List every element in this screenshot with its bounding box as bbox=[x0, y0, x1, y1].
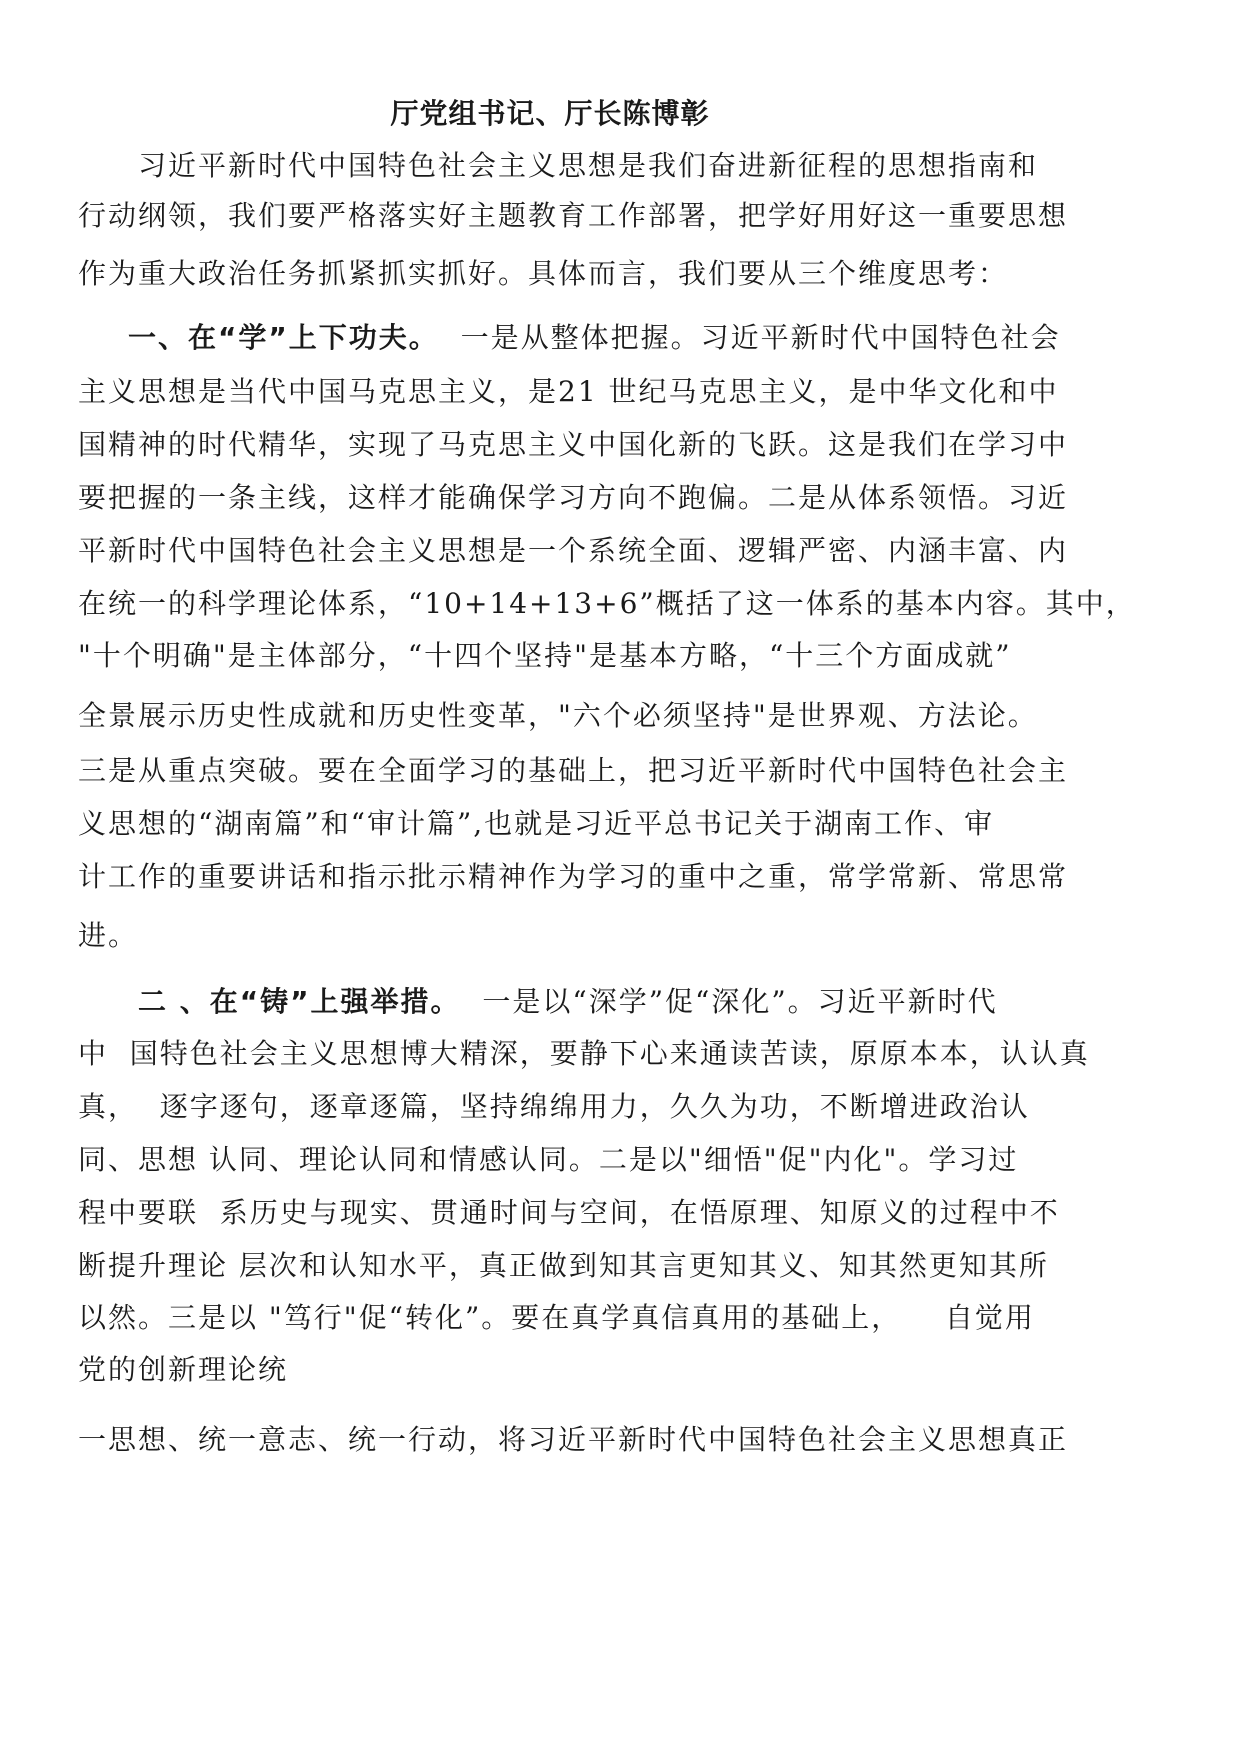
body-line: 行动纲领，我们要严格落实好主题教育工作部署，把学好用好这一重要思想 bbox=[78, 199, 1069, 232]
body-line: 要把握的一条主线，这样才能确保学习方向不跑偏。二是从体系领悟。习近 bbox=[78, 481, 1069, 514]
body-line: 一思想、统一意志、统一行动，将习近平新时代中国特色社会主义思想真正 bbox=[78, 1423, 1069, 1456]
body-line: 党的创新理论统 bbox=[78, 1353, 289, 1386]
body-text: 一是从整体把握。习近平新时代中国特色社会 bbox=[460, 321, 1061, 354]
body-line: 断提升理论 层次和认知水平，真正做到知其言更知其义、知其然更知其所 bbox=[78, 1249, 1049, 1282]
body-line: 三是从重点突破。要在全面学习的基础上，把习近平新时代中国特色社会主 bbox=[78, 754, 1069, 787]
body-line: 同、思想 认同、理论认同和情感认同。二是以"细悟"促"内化"。学习过 bbox=[78, 1143, 1019, 1176]
body-line: 作为重大政治任务抓紧抓实抓好。具体而言，我们要从三个维度思考： bbox=[78, 257, 1009, 290]
section-1-heading: 一、在“学”上下功夫。 bbox=[128, 321, 439, 354]
body-text: 一是以“深学”促“深化”。习近平新时代 bbox=[482, 985, 998, 1018]
body-line: 国精神的时代精华，实现了马克思主义中国化新的飞跃。这是我们在学习中 bbox=[78, 428, 1069, 461]
body-line: 全景展示历史性成就和历史性变革，"六个必须坚持"是世界观、方法论。 bbox=[78, 699, 1038, 732]
body-line: 义思想的“湖南篇”和“审计篇”,也就是习近平总书记关于湖南工作、审 bbox=[78, 807, 995, 840]
body-line: 平新时代中国特色社会主义思想是一个系统全面、逻辑严密、内涵丰富、内 bbox=[78, 534, 1069, 567]
section-1-line bbox=[128, 318, 1208, 358]
body-line: 真， 逐字逐句，逐章逐篇，坚持绵绵用力，久久为功，不断增进政治认 bbox=[78, 1090, 1030, 1123]
body-line: 中 国特色社会主义思想博大精深，要静下心来通读苦读，原原本本，认认真 bbox=[78, 1037, 1090, 1070]
body-line: 进。 bbox=[78, 919, 139, 952]
body-line: 主义思想是当代中国马克思主义，是21 世纪马克思主义，是中华文化和中 bbox=[78, 375, 1059, 408]
section-2-line bbox=[138, 982, 1218, 1022]
page-title: 厅党组书记、厅长陈博彰 bbox=[390, 97, 710, 130]
body-line: 以然。三是以 "笃行"促“转化”。要在真学真信真用的基础上， 自觉用 bbox=[78, 1301, 1035, 1334]
body-line: 在统一的科学理论体系，“10+14+13+6”概括了这一体系的基本内容。其中， bbox=[78, 587, 1136, 620]
body-line: 程中要联 系历史与现实、贯通时间与空间，在悟原理、知原义的过程中不 bbox=[78, 1196, 1060, 1229]
section-2-heading: 二 、在“铸”上强举措。 bbox=[138, 985, 461, 1018]
body-line: "十个明确"是主体部分，“十四个坚持"是基本方略，“十三个方面成就” bbox=[78, 639, 1012, 672]
body-line: 习近平新时代中国特色社会主义思想是我们奋进新征程的思想指南和 bbox=[138, 149, 1039, 182]
body-line: 计工作的重要讲话和指示批示精神作为学习的重中之重，常学常新、常思常 bbox=[78, 860, 1069, 893]
